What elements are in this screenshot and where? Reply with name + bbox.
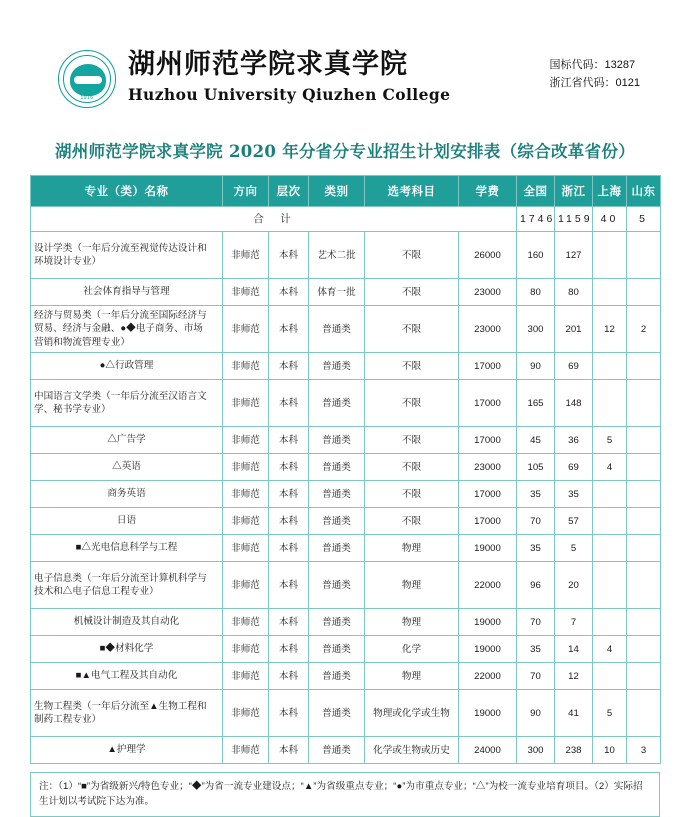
cell-national: 70: [517, 609, 555, 636]
cell-shanghai: [593, 232, 627, 279]
cell-direction: 非师范: [223, 535, 269, 562]
cell-direction: 非师范: [223, 427, 269, 454]
table-row: [31, 481, 661, 508]
cell-subject: 物理: [365, 562, 459, 609]
cell-subject: 物理或化学或生物: [365, 690, 459, 737]
cell-fee: 24000: [459, 737, 517, 764]
cell-fee: 19000: [459, 690, 517, 737]
cell-level: 本科: [269, 353, 309, 380]
cell-level: 本科: [269, 562, 309, 609]
cell-national: 45: [517, 427, 555, 454]
table-row: [31, 232, 661, 279]
cell-direction: 非师范: [223, 508, 269, 535]
cell-direction: 非师范: [223, 481, 269, 508]
cell-major: 日语: [31, 508, 223, 535]
cell-zhejiang: 14: [555, 636, 593, 663]
cell-subject: 不限: [365, 380, 459, 427]
cell-direction: 非师范: [223, 306, 269, 353]
cell-category: 艺术二批: [309, 232, 365, 279]
cell-shandong: 2: [627, 306, 661, 353]
document-page: [0, 48, 690, 816]
cell-shanghai: [593, 279, 627, 306]
cell-shanghai: [593, 609, 627, 636]
admission-plan-table: [30, 175, 661, 764]
cell-category: 普通类: [309, 636, 365, 663]
cell-subject: 物理: [365, 609, 459, 636]
cell-shandong: [627, 380, 661, 427]
cell-subject: 不限: [365, 279, 459, 306]
table-row: [31, 636, 661, 663]
cell-shanghai: [593, 380, 627, 427]
cell-national: 90: [517, 690, 555, 737]
cell-fee: 17000: [459, 427, 517, 454]
table-header: [31, 176, 661, 207]
cell-category: 普通类: [309, 454, 365, 481]
cell-shanghai: [593, 663, 627, 690]
seal-year: 1916: [80, 95, 94, 101]
university-logo: [58, 50, 118, 110]
cell-category: 体育一批: [309, 279, 365, 306]
cell-national: 300: [517, 737, 555, 764]
cell-direction: 非师范: [223, 609, 269, 636]
table-header-row: [31, 176, 661, 207]
cell-fee: 22000: [459, 562, 517, 609]
cell-major: 商务英语: [31, 481, 223, 508]
page-title: 湖州师范学院求真学院 2020 年分省分专业招生计划安排表（综合改革省份）: [54, 142, 635, 161]
cell-zhejiang: 20: [555, 562, 593, 609]
cell-major: 经济与贸易类（一年后分流至国际经济与 贸易、经济与金融、●◆电子商务、市场 营销和物流管理专业）: [31, 306, 223, 353]
cell-level: 本科: [269, 737, 309, 764]
cell-national: 160: [517, 232, 555, 279]
cell-category: 普通类: [309, 562, 365, 609]
cell-category: 普通类: [309, 535, 365, 562]
cell-level: 本科: [269, 690, 309, 737]
table-row: [31, 663, 661, 690]
table-row: [31, 535, 661, 562]
cell-shandong: [627, 663, 661, 690]
cell-major: ■◆材料化学: [31, 636, 223, 663]
cell-direction: 非师范: [223, 562, 269, 609]
cell-subject: 化学: [365, 636, 459, 663]
cell-zhejiang: 238: [555, 737, 593, 764]
cell-zhejiang: 69: [555, 353, 593, 380]
cell-direction: 非师范: [223, 737, 269, 764]
cell-fee: 17000: [459, 380, 517, 427]
cell-major: △广告学: [31, 427, 223, 454]
table-row: [31, 279, 661, 306]
cell-major: ■△光电信息科学与工程: [31, 535, 223, 562]
table-body: [31, 207, 661, 764]
cell-zhejiang: 7: [555, 609, 593, 636]
cell-national: 70: [517, 663, 555, 690]
table-row: [31, 508, 661, 535]
table-row-total: [31, 207, 661, 232]
cell-shandong: [627, 454, 661, 481]
table-row: [31, 306, 661, 353]
cell-subject: 化学或生物或历史: [365, 737, 459, 764]
table-notes: 注：（1）“■”为省级新兴/特色专业；“◆”为省一流专业建设点；“▲”为省级重点专业；“●”为市重点专业；“△”为校一流专业培育项目。（2）实际招生计划以考试院下达为准。: [30, 772, 660, 817]
total-shandong: 5: [627, 207, 661, 232]
cell-direction: 非师范: [223, 232, 269, 279]
table-row: [31, 380, 661, 427]
cell-level: 本科: [269, 535, 309, 562]
col-shandong: 山东: [627, 176, 661, 207]
cell-major: 机械设计制造及其自动化: [31, 609, 223, 636]
cell-national: 70: [517, 508, 555, 535]
cell-shanghai: 4: [593, 454, 627, 481]
cell-category: 普通类: [309, 508, 365, 535]
cell-category: 普通类: [309, 427, 365, 454]
table-row: [31, 427, 661, 454]
cell-level: 本科: [269, 454, 309, 481]
seal-emblem-icon: [70, 64, 106, 96]
cell-national: 165: [517, 380, 555, 427]
cell-national: 35: [517, 481, 555, 508]
school-name-en: Huzhou University Qiuzhen College: [128, 85, 451, 104]
cell-major: ■▲电气工程及其自动化: [31, 663, 223, 690]
cell-major: 社会体育指导与管理: [31, 279, 223, 306]
cell-zhejiang: 41: [555, 690, 593, 737]
table-row: [31, 690, 661, 737]
cell-shanghai: [593, 353, 627, 380]
cell-shandong: [627, 427, 661, 454]
col-fee: 学费: [459, 176, 517, 207]
cell-level: 本科: [269, 232, 309, 279]
table-row: [31, 609, 661, 636]
cell-major: 生物工程类（一年后分流至▲生物工程和 制药工程专业）: [31, 690, 223, 737]
cell-category: 普通类: [309, 737, 365, 764]
cell-subject: 不限: [365, 454, 459, 481]
cell-shandong: [627, 232, 661, 279]
cell-shandong: [627, 636, 661, 663]
cell-level: 本科: [269, 636, 309, 663]
cell-major: 设计学类（一年后分流至视觉传达设计和 环境设计专业）: [31, 232, 223, 279]
cell-shanghai: [593, 481, 627, 508]
cell-shanghai: [593, 508, 627, 535]
cell-direction: 非师范: [223, 353, 269, 380]
col-zhejiang: 浙江: [555, 176, 593, 207]
col-direction: 方向: [223, 176, 269, 207]
cell-subject: 物理: [365, 535, 459, 562]
cell-shanghai: 10: [593, 737, 627, 764]
cell-shandong: [627, 508, 661, 535]
cell-fee: 22000: [459, 663, 517, 690]
table-row: [31, 737, 661, 764]
table-row: [31, 454, 661, 481]
cell-major: ●△行政管理: [31, 353, 223, 380]
cell-level: 本科: [269, 508, 309, 535]
cell-shanghai: [593, 535, 627, 562]
cell-category: 普通类: [309, 306, 365, 353]
cell-fee: 19000: [459, 535, 517, 562]
cell-level: 本科: [269, 609, 309, 636]
cell-shandong: [627, 535, 661, 562]
cell-direction: 非师范: [223, 663, 269, 690]
cell-direction: 非师范: [223, 380, 269, 427]
school-name-cn: 湖州师范学院求真学院: [128, 49, 408, 80]
total-shanghai: 40: [593, 207, 627, 232]
cell-direction: 非师范: [223, 690, 269, 737]
cell-fee: 17000: [459, 353, 517, 380]
cell-fee: 17000: [459, 481, 517, 508]
cell-subject: 不限: [365, 353, 459, 380]
cell-level: 本科: [269, 663, 309, 690]
cell-major: △英语: [31, 454, 223, 481]
cell-national: 96: [517, 562, 555, 609]
cell-shandong: [627, 609, 661, 636]
table-row: [31, 562, 661, 609]
cell-category: 普通类: [309, 663, 365, 690]
col-subject: 选考科目: [365, 176, 459, 207]
cell-zhejiang: 5: [555, 535, 593, 562]
cell-fee: 23000: [459, 454, 517, 481]
cell-fee: 23000: [459, 279, 517, 306]
document-header: [30, 48, 660, 116]
cell-fee: 19000: [459, 609, 517, 636]
col-level: 层次: [269, 176, 309, 207]
cell-subject: 不限: [365, 306, 459, 353]
cell-level: 本科: [269, 279, 309, 306]
cell-zhejiang: 36: [555, 427, 593, 454]
cell-fee: 26000: [459, 232, 517, 279]
cell-zhejiang: 80: [555, 279, 593, 306]
cell-shandong: [627, 690, 661, 737]
col-national: 全国: [517, 176, 555, 207]
cell-subject: 物理: [365, 663, 459, 690]
cell-category: 普通类: [309, 481, 365, 508]
cell-shandong: [627, 279, 661, 306]
national-code: 国标代码：13287: [549, 59, 636, 71]
cell-category: 普通类: [309, 380, 365, 427]
cell-level: 本科: [269, 481, 309, 508]
cell-zhejiang: 148: [555, 380, 593, 427]
cell-zhejiang: 12: [555, 663, 593, 690]
cell-shandong: 3: [627, 737, 661, 764]
province-code: 浙江省代码：0121: [549, 77, 640, 89]
school-name-block: [128, 48, 450, 106]
cell-national: 300: [517, 306, 555, 353]
col-category: 类别: [309, 176, 365, 207]
cell-fee: 19000: [459, 636, 517, 663]
cell-shanghai: 5: [593, 690, 627, 737]
cell-direction: 非师范: [223, 279, 269, 306]
cell-direction: 非师范: [223, 636, 269, 663]
cell-level: 本科: [269, 306, 309, 353]
institution-codes: [550, 56, 640, 92]
cell-national: 35: [517, 636, 555, 663]
cell-zhejiang: 69: [555, 454, 593, 481]
total-zhejiang: 1159: [555, 207, 593, 232]
cell-level: 本科: [269, 427, 309, 454]
total-label: 合 计: [31, 207, 517, 232]
cell-national: 80: [517, 279, 555, 306]
cell-fee: 17000: [459, 508, 517, 535]
cell-shanghai: 4: [593, 636, 627, 663]
seal-icon: [58, 50, 116, 108]
cell-shandong: [627, 353, 661, 380]
cell-subject: 不限: [365, 481, 459, 508]
cell-national: 90: [517, 353, 555, 380]
cell-major: 电子信息类（一年后分流至计算机科学与 技术和△电子信息工程专业）: [31, 562, 223, 609]
cell-category: 普通类: [309, 353, 365, 380]
cell-zhejiang: 35: [555, 481, 593, 508]
cell-subject: 不限: [365, 232, 459, 279]
cell-fee: 23000: [459, 306, 517, 353]
cell-shanghai: 12: [593, 306, 627, 353]
cell-direction: 非师范: [223, 454, 269, 481]
cell-shandong: [627, 562, 661, 609]
cell-major: 中国语言文学类（一年后分流至汉语言文 学、秘书学专业）: [31, 380, 223, 427]
cell-zhejiang: 127: [555, 232, 593, 279]
cell-zhejiang: 201: [555, 306, 593, 353]
col-major: 专业（类）名称: [31, 176, 223, 207]
cell-national: 105: [517, 454, 555, 481]
cell-shanghai: 5: [593, 427, 627, 454]
cell-category: 普通类: [309, 609, 365, 636]
cell-subject: 不限: [365, 427, 459, 454]
col-shanghai: 上海: [593, 176, 627, 207]
cell-shanghai: [593, 562, 627, 609]
total-national: 1746: [517, 207, 555, 232]
cell-national: 35: [517, 535, 555, 562]
cell-zhejiang: 57: [555, 508, 593, 535]
cell-level: 本科: [269, 380, 309, 427]
cell-subject: 不限: [365, 508, 459, 535]
cell-shandong: [627, 481, 661, 508]
cell-major: ▲护理学: [31, 737, 223, 764]
cell-category: 普通类: [309, 690, 365, 737]
table-row: [31, 353, 661, 380]
